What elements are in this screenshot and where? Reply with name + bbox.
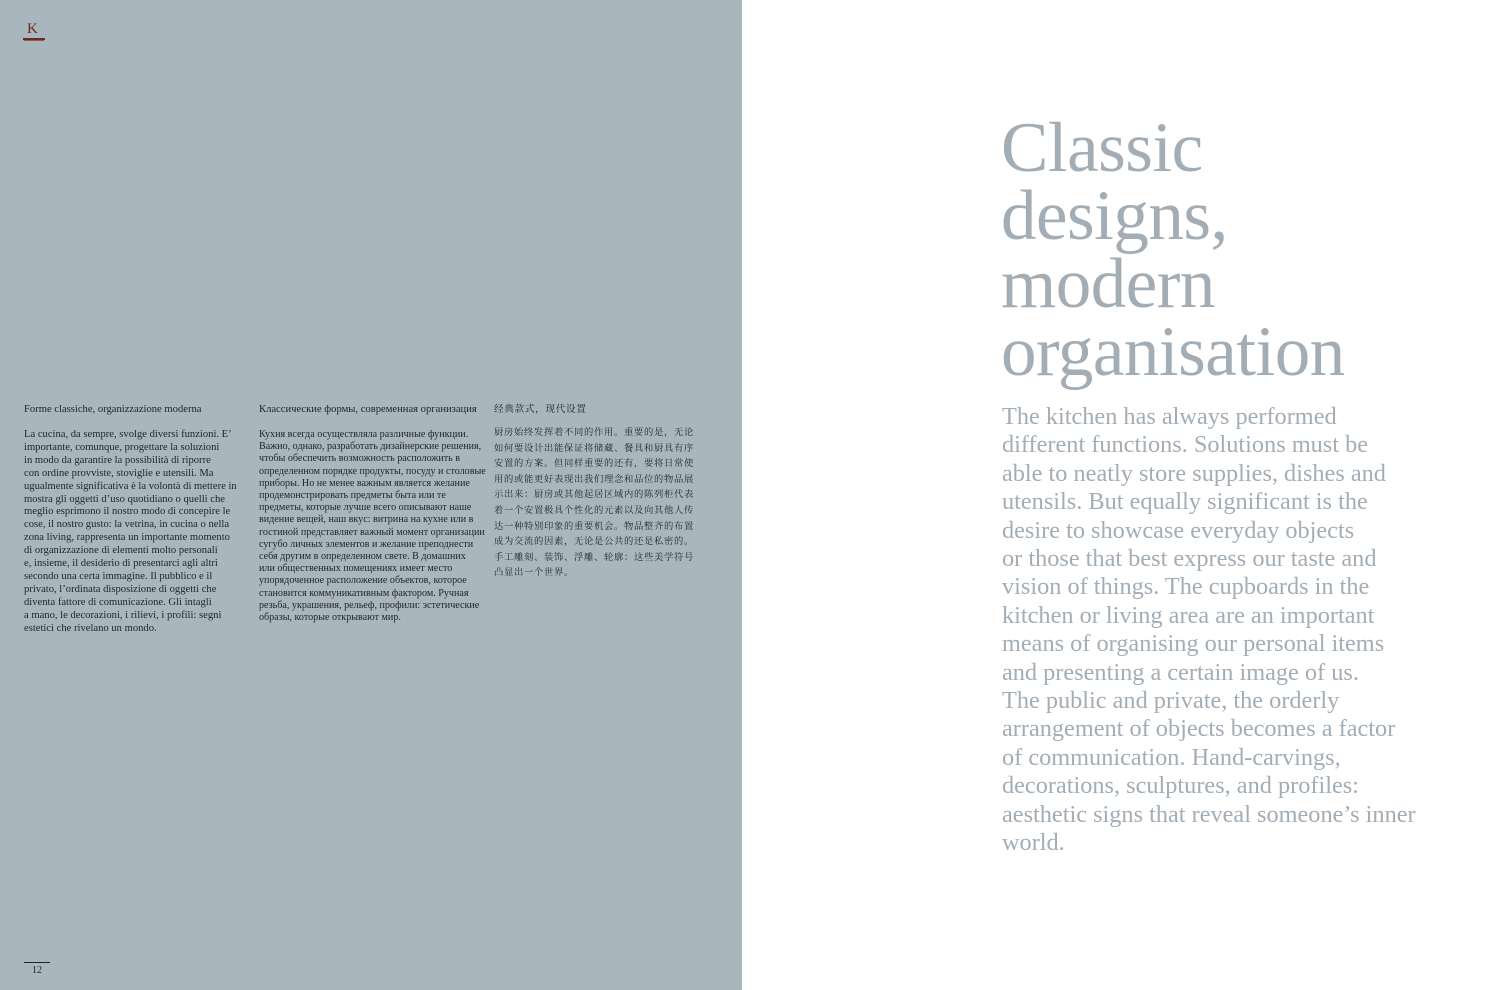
intro-paragraph — [1002, 403, 1472, 858]
left-page — [0, 0, 742, 990]
headline-line: modern — [1001, 245, 1215, 323]
russian-body: Кухня всегда осуществляла различные функции. Важно, однако, разработать дизайнерские решения, чтобы обеспечить возможность расположить в определенном порядке продукты, посуду и столовые приборы. Но не менее важным является желание продемонстрировать предметы быта или те предметы, которые лучше всего описывают наше видение вещей, наш вкус: витрина на кухне или в гостиной представляет важный момент организации сугубо личных элементов и желание преподнести себя другим в определенном свете. В домашних или общественных помещениях имеет место упорядоченное расположение объектов, которое становится коммуникативным фактором. Ручная резьба, украшения, рельеф, профили: эстетические образы, которые открывают мир. — [259, 429, 486, 624]
intro-line: of communication. Hand-carvings, — [1002, 743, 1341, 771]
logo-letter: K — [27, 21, 38, 37]
brand-logo — [23, 21, 45, 42]
intro-line: aesthetic signs that reveal someone’s inner — [1002, 800, 1416, 828]
chinese-column — [494, 403, 718, 581]
intro-line: different functions. Solutions must be — [1002, 431, 1368, 459]
page-number: 12 — [24, 962, 50, 976]
logo-subline — [24, 40, 44, 41]
italian-heading: Forme classiche, organizzazione moderna — [24, 404, 202, 415]
headline-line: Classic — [1001, 109, 1203, 187]
russian-column — [259, 403, 489, 624]
chinese-body: 厨房始终发挥着不同的作用。重要的是，无论 如何要设计出能保证将储藏、餐具和厨具有序 安置的方案。但同样重要的还有，要将日常使 用的或能更好表现出我们理念和品位的物品展 示出来：厨房或其他起居区域内的陈列柜代表 着一个安置极具个性化的元素以及向其他人传 达一种特别印象的重要机会。物品整齐的布置 成为交流的因素，无论是公共的还是私密的。 手工雕刻、装饰、浮雕、轮廓：这些美学符号 凸显出一个世界。 — [494, 427, 694, 579]
intro-line: means of organising our personal items — [1002, 630, 1385, 658]
intro-line: decorations, sculptures, and profiles: — [1002, 772, 1359, 800]
intro-line: utensils. But equally significant is the — [1002, 488, 1368, 516]
intro-line: The kitchen has always performed — [1002, 403, 1337, 430]
intro-line: world. — [1002, 829, 1065, 857]
intro-line: and presenting a certain image of us. — [1002, 658, 1359, 686]
intro-line: kitchen or living area are an important — [1002, 601, 1375, 629]
intro-line: arrangement of objects becomes a factor — [1002, 715, 1396, 743]
headline-line: designs, — [1001, 177, 1228, 255]
chinese-heading: 经典款式，现代设置 — [494, 404, 587, 415]
intro-line: The public and private, the orderly — [1002, 687, 1340, 715]
headline-line: organisation — [1001, 313, 1345, 391]
intro-line: vision of things. The cupboards in the — [1002, 573, 1370, 601]
italian-column — [24, 403, 248, 636]
intro-line: desire to showcase everyday objects — [1002, 516, 1355, 544]
russian-heading: Классические формы, современная организация — [259, 404, 477, 415]
italian-body: La cucina, da sempre, svolge diversi funzioni. E’ importante, comunque, progettare la soluzioni in modo da garantire la possibilità di riporre con ordine provviste, stoviglie e utensili. Ma ugualmente significativa è la volontà di mettere in mostra gli oggetti d’uso quotidiano o quelli che meglio esprimono il nostro modo di concepire le cose, il nostro gusto: la vetrina, in cucina o nella zona living, rappresenta un importante momento di organizzazione di elementi molto personali e, insieme, il desiderio di presentarci agli altri secondo una certa immagine. Il pubblico e il privato, l’ordinata disposizione di oggetti che diventa fattore di comunicazione. Gli intagli a mano, le decorazioni, i rilievi, i profili: segni estetici che rivelano un mondo. — [24, 429, 237, 634]
headline — [1001, 109, 1461, 391]
intro-line: able to neatly store supplies, dishes and — [1002, 459, 1386, 487]
intro-line: or those that best express our taste and — [1002, 545, 1377, 573]
